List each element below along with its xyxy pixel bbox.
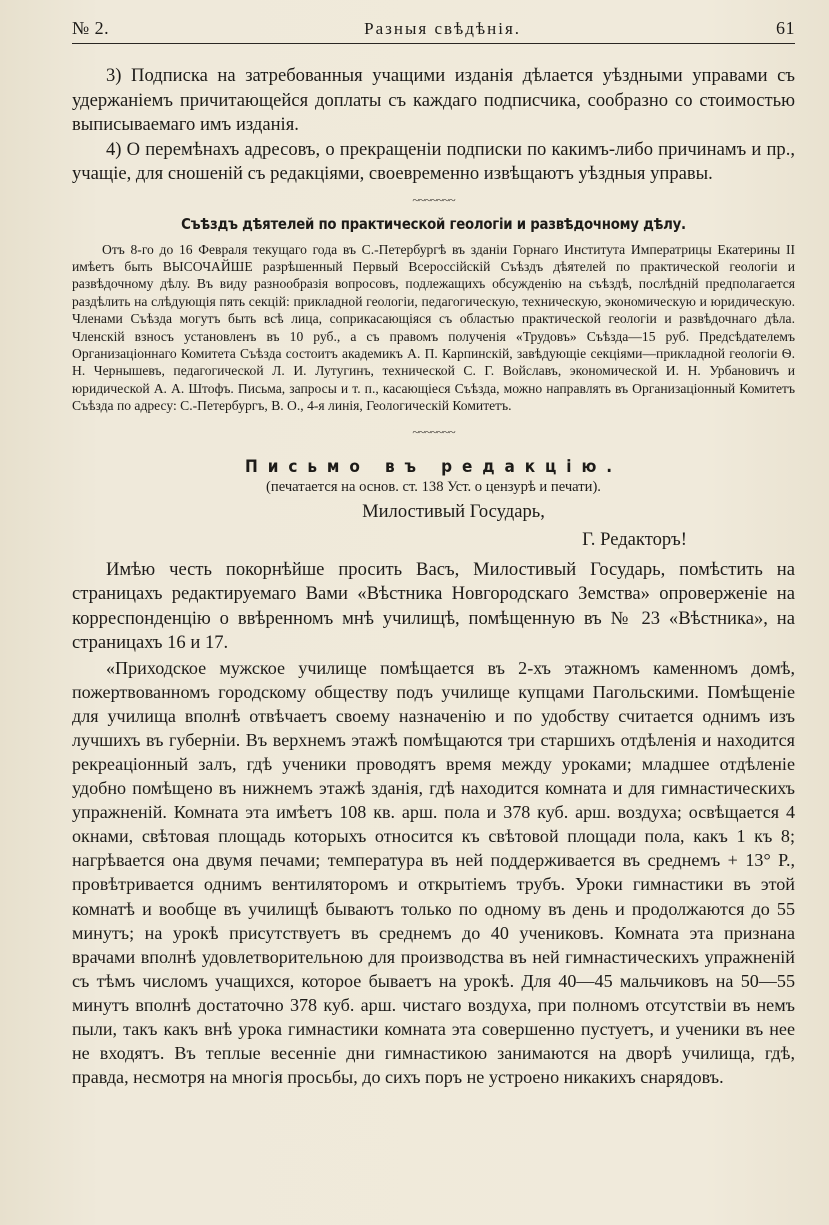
page-number: 61 (775, 18, 795, 38)
letter-note: (печатается на основ. ст. 138 Уст. о цензурѣ и печати). (266, 478, 601, 495)
salutation-line-1: Милостивый Государь, (362, 500, 545, 522)
congress-heading: Съѣздъ дѣятелей по практической геологіи и развѣдочному дѣлу. (181, 214, 686, 233)
salutation-line-2: Г. Редакторъ! (582, 528, 687, 550)
address-change-paragraph: 4) О перемѣнахъ адресовъ, о прекращеніи подписки по какимъ-либо причинамъ и пр., учащіе, для сношеній съ редакціями, своевременно извѣщаютъ уѣздныя управы. (72, 138, 795, 184)
page-header (72, 18, 795, 44)
issue-number: № 2. (72, 18, 110, 38)
letter-paragraph-2: «Приходское мужское училище помѣщается въ 2-хъ этажномъ каменномъ домѣ, пожертвованномъ городскому обществу подъ училище купцами Пагольскими. Помѣщеніе для училища вполнѣ отвѣчаетъ своему назначенію и по удобству считается однимъ изъ лучшихъ въ губерніи. Въ верхнемъ этажѣ помѣщаются три старшихъ отдѣленія и находится рекреаціонный залъ, гдѣ ученики проводятъ время между уроками; младшее отдѣленіе удобно помѣщено въ нижнемъ этажѣ зданія, гдѣ находится комната и для гимнастическихъ упражненій. Комната эта имѣетъ 108 кв. арш. пола и 378 куб. арш. воздуха; освѣщается 4 окнами, свѣтовая площадь которыхъ относится къ свѣтовой площади пола, какъ 1 къ 8; нагрѣвается она двумя печами; температура въ ней поддерживается въ среднемъ + 13° Р., провѣтривается однимъ вентиляторомъ и открытіемъ трубъ. Уроки гимнастики въ этой комнатѣ и вообще въ училищѣ бываютъ только по одному въ день и продолжаются до 55 минутъ; на урокѣ присутствуетъ въ среднемъ до 40 учениковъ. Комната эта признана врачами вполнѣ удовлетворительною для производства въ ней гимнастическихъ упражненій съ тѣмъ числомъ учащихся, которое бываетъ на урокѣ. Для 40—45 мальчиковъ на 50—55 минутъ вполнѣ достаточно 378 куб. арш. чистаго воздуха, при полномъ отсутствіи въ немъ пыли, такъ какъ внѣ урока гимнастики комната эта совершенно пустуетъ, и ученики въ нее не входятъ. Въ теплые весенніе дни гимнастикою занимаются на дворѣ училища, гдѣ, правда, несмотря на многія просьбы, до сихъ поръ не устроено никакихъ снарядовъ. (72, 657, 795, 1088)
section-divider: ~~~~~~~ (412, 423, 455, 439)
running-title: Разныя свѣдѣнія. (364, 19, 522, 38)
letter-heading: Письмо въ редакцію. (245, 456, 622, 477)
letter-paragraph-1: Имѣю честь покорнѣйше просить Васъ, Милостивый Государь, помѣстить на страницахъ редактируемаго Вами «Вѣстника Новгородскаго Земства» опроверженіе на корреспонденцію о ввѣренномъ мнѣ училищѣ, помѣщенную въ № 23 «Вѣстника», на страницахъ 16 и 17. (72, 558, 795, 654)
section-divider: ~~~~~~~ (412, 191, 455, 207)
subscription-paragraph: 3) Подписка на затребованныя учащими изданія дѣлается уѣздными управами съ удержаніемъ причитающейся доплаты съ каждаго подписчика, сообразно со стоимостью выписываемаго имъ изданія. (72, 65, 795, 135)
congress-text: Отъ 8-го до 16 Февраля текущаго года въ С.-Петербургѣ въ зданіи Горнаго Института Императрицы Екатерины II имѣетъ быть ВЫСОЧАЙШЕ разрѣшенный Первый Всероссійскій Съѣздъ дѣятелей по практической геологіи и развѣдочному дѣлу. Въ виду разнообразія вопросовъ, подлежащихъ обсужденію на съѣздѣ, послѣдній предполагается раздѣлить на слѣдующія пять секцій: прикладной геологіи, педагогическую, техническую, экономическую и юридическую. Членами Съѣзда могутъ быть всѣ лица, соприкасающіяся съ областью практической геологіи и развѣдочнаго дѣла. Членскій взносъ установленъ въ 10 руб., а съ правомъ полученія «Трудовъ» Съѣзда—15 руб. Предсѣдателемъ Организаціоннаго Комитета Съѣзда состоитъ академикъ А. П. Карпинскій, завѣдующіе секціями—прикладной геологіи Ѳ. Н. Чернышевъ, педагогической Л. И. Лутугинъ, технической С. Г. Войславъ, экономической И. Н. Урбановичъ и юридической А. А. Штофъ. Письма, запросы и т. п., касающіеся Съѣзда, можно направлять въ Организаціонный Комитетъ Съѣзда по адресу: С.-Петербургъ, В. О., 4-я линія, Геологическій Комитетъ. (72, 241, 795, 414)
